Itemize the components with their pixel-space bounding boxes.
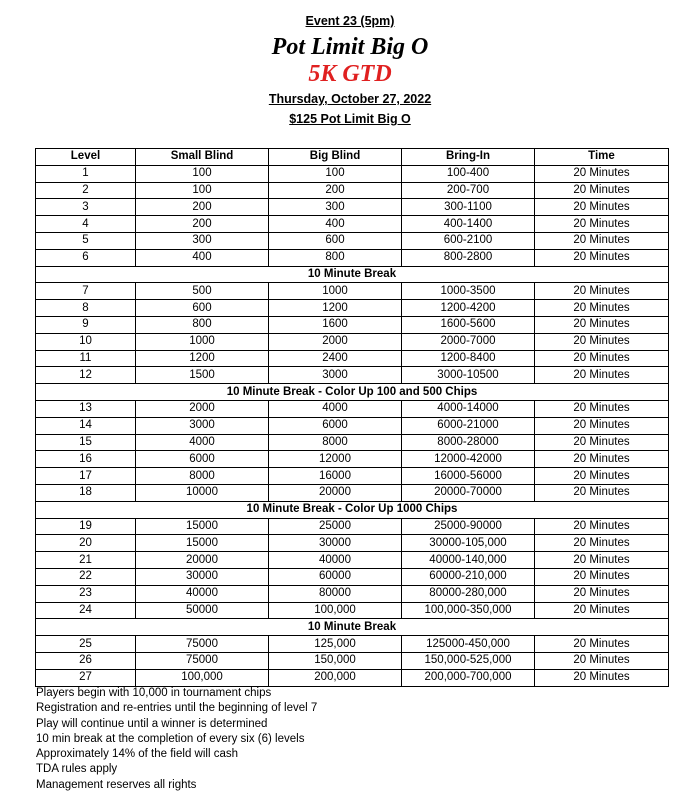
cell-big-blind: 30000 [269, 535, 402, 552]
cell-big-blind: 1600 [269, 316, 402, 333]
cell-time: 20 Minutes [535, 652, 669, 669]
cell-level: 17 [36, 468, 136, 485]
cell-level: 14 [36, 417, 136, 434]
cell-big-blind: 8000 [269, 434, 402, 451]
cell-small-blind: 30000 [136, 568, 269, 585]
cell-time: 20 Minutes [535, 216, 669, 233]
cell-bring-in: 800-2800 [402, 249, 535, 266]
note-line: TDA rules apply [36, 763, 118, 776]
cell-level: 8 [36, 300, 136, 317]
cell-big-blind: 150,000 [269, 652, 402, 669]
cell-small-blind: 100 [136, 182, 269, 199]
cell-small-blind: 1000 [136, 333, 269, 350]
break-row [36, 266, 669, 283]
cell-small-blind: 200 [136, 216, 269, 233]
table-row [36, 333, 669, 350]
cell-time: 20 Minutes [535, 400, 669, 417]
cell-big-blind: 2400 [269, 350, 402, 367]
event-date: Thursday, October 27, 2022 [268, 92, 432, 106]
cell-time: 20 Minutes [535, 518, 669, 535]
table-header-row [36, 149, 669, 166]
cell-big-blind: 20000 [269, 484, 402, 501]
cell-time: 20 Minutes [535, 568, 669, 585]
cell-bring-in: 60000-210,000 [402, 568, 535, 585]
table-row [36, 165, 669, 182]
column-header-big-blind: Big Blind [269, 149, 402, 166]
cell-small-blind: 8000 [136, 468, 269, 485]
cell-big-blind: 2000 [269, 333, 402, 350]
cell-time: 20 Minutes [535, 585, 669, 602]
cell-small-blind: 500 [136, 283, 269, 300]
cell-bring-in: 4000-14000 [402, 400, 535, 417]
table-row [36, 283, 669, 300]
cell-bring-in: 16000-56000 [402, 468, 535, 485]
cell-small-blind: 1500 [136, 367, 269, 384]
table-row [36, 350, 669, 367]
blind-structure-table [35, 148, 669, 687]
cell-small-blind: 15000 [136, 518, 269, 535]
cell-big-blind: 400 [269, 216, 402, 233]
cell-small-blind: 20000 [136, 552, 269, 569]
cell-level: 20 [36, 535, 136, 552]
table-row [36, 568, 669, 585]
cell-bring-in: 600-2100 [402, 232, 535, 249]
cell-level: 1 [36, 165, 136, 182]
note-line: Approximately 14% of the field will cash [36, 748, 238, 761]
cell-time: 20 Minutes [535, 451, 669, 468]
cell-bring-in: 400-1400 [402, 216, 535, 233]
cell-time: 20 Minutes [535, 417, 669, 434]
table-row [36, 232, 669, 249]
cell-bring-in: 1600-5600 [402, 316, 535, 333]
break-label: 10 Minute Break - Color Up 1000 Chips [36, 501, 669, 518]
cell-level: 27 [36, 669, 136, 686]
note-line: Players begin with 10,000 in tournament chips [36, 687, 272, 699]
cell-small-blind: 800 [136, 316, 269, 333]
column-header-level: Level [36, 149, 136, 166]
cell-time: 20 Minutes [535, 300, 669, 317]
cell-time: 20 Minutes [535, 636, 669, 653]
event-title: Event 23 (5pm) [305, 14, 395, 28]
table-row [36, 300, 669, 317]
break-row [36, 501, 669, 518]
cell-big-blind: 16000 [269, 468, 402, 485]
cell-small-blind: 75000 [136, 652, 269, 669]
cell-time: 20 Minutes [535, 602, 669, 619]
cell-level: 9 [36, 316, 136, 333]
cell-level: 16 [36, 451, 136, 468]
cell-small-blind: 40000 [136, 585, 269, 602]
table-row [36, 552, 669, 569]
cell-bring-in: 12000-42000 [402, 451, 535, 468]
cell-big-blind: 1200 [269, 300, 402, 317]
table-row [36, 199, 669, 216]
cell-level: 26 [36, 652, 136, 669]
game-title: Pot Limit Big O [271, 34, 429, 60]
cell-time: 20 Minutes [535, 669, 669, 686]
cell-bring-in: 100,000-350,000 [402, 602, 535, 619]
cell-level: 25 [36, 636, 136, 653]
cell-small-blind: 50000 [136, 602, 269, 619]
cell-time: 20 Minutes [535, 283, 669, 300]
cell-level: 22 [36, 568, 136, 585]
cell-level: 23 [36, 585, 136, 602]
cell-level: 24 [36, 602, 136, 619]
cell-time: 20 Minutes [535, 165, 669, 182]
cell-bring-in: 1200-8400 [402, 350, 535, 367]
break-row [36, 619, 669, 636]
cell-small-blind: 100,000 [136, 669, 269, 686]
cell-big-blind: 12000 [269, 451, 402, 468]
cell-bring-in: 300-1100 [402, 199, 535, 216]
cell-big-blind: 600 [269, 232, 402, 249]
cell-level: 10 [36, 333, 136, 350]
table-row [36, 636, 669, 653]
break-row [36, 384, 669, 401]
tournament-notes [36, 686, 317, 793]
cell-small-blind: 4000 [136, 434, 269, 451]
table-row [36, 367, 669, 384]
table-row [36, 602, 669, 619]
cell-time: 20 Minutes [535, 434, 669, 451]
cell-level: 12 [36, 367, 136, 384]
buyin-title: $125 Pot Limit Big O [289, 112, 411, 126]
cell-time: 20 Minutes [535, 199, 669, 216]
cell-time: 20 Minutes [535, 249, 669, 266]
table-row [36, 669, 669, 686]
cell-level: 15 [36, 434, 136, 451]
cell-small-blind: 300 [136, 232, 269, 249]
table-row [36, 434, 669, 451]
cell-bring-in: 8000-28000 [402, 434, 535, 451]
cell-bring-in: 125000-450,000 [402, 636, 535, 653]
cell-small-blind: 6000 [136, 451, 269, 468]
cell-bring-in: 30000-105,000 [402, 535, 535, 552]
cell-big-blind: 3000 [269, 367, 402, 384]
cell-big-blind: 300 [269, 199, 402, 216]
cell-small-blind: 200 [136, 199, 269, 216]
guarantee-title: 5K GTD [308, 61, 392, 87]
cell-small-blind: 2000 [136, 400, 269, 417]
cell-bring-in: 3000-10500 [402, 367, 535, 384]
table-row [36, 468, 669, 485]
note-line: Management reserves all rights [36, 778, 197, 791]
cell-bring-in: 80000-280,000 [402, 585, 535, 602]
cell-bring-in: 6000-21000 [402, 417, 535, 434]
cell-bring-in: 100-400 [402, 165, 535, 182]
break-label: 10 Minute Break [36, 266, 669, 283]
cell-bring-in: 1000-3500 [402, 283, 535, 300]
table-row [36, 585, 669, 602]
column-header-small-blind: Small Blind [136, 149, 269, 166]
note-line: 10 min break at the completion of every six (6) levels [36, 732, 305, 745]
cell-small-blind: 3000 [136, 417, 269, 434]
cell-level: 5 [36, 232, 136, 249]
cell-level: 6 [36, 249, 136, 266]
table-row [36, 182, 669, 199]
cell-time: 20 Minutes [535, 333, 669, 350]
cell-time: 20 Minutes [535, 367, 669, 384]
column-header-time: Time [535, 149, 669, 166]
table-row [36, 216, 669, 233]
table-row [36, 451, 669, 468]
table-body [36, 165, 669, 686]
cell-small-blind: 100 [136, 165, 269, 182]
cell-time: 20 Minutes [535, 316, 669, 333]
cell-time: 20 Minutes [535, 535, 669, 552]
cell-big-blind: 200 [269, 182, 402, 199]
cell-level: 18 [36, 484, 136, 501]
cell-small-blind: 1200 [136, 350, 269, 367]
note-line: Play will continue until a winner is determined [36, 717, 268, 730]
table-row [36, 484, 669, 501]
cell-big-blind: 800 [269, 249, 402, 266]
cell-big-blind: 4000 [269, 400, 402, 417]
cell-bring-in: 1200-4200 [402, 300, 535, 317]
cell-level: 3 [36, 199, 136, 216]
cell-time: 20 Minutes [535, 468, 669, 485]
cell-level: 13 [36, 400, 136, 417]
cell-big-blind: 6000 [269, 417, 402, 434]
table-row [36, 518, 669, 535]
cell-big-blind: 100 [269, 165, 402, 182]
cell-level: 7 [36, 283, 136, 300]
cell-big-blind: 25000 [269, 518, 402, 535]
cell-big-blind: 100,000 [269, 602, 402, 619]
cell-level: 2 [36, 182, 136, 199]
cell-big-blind: 80000 [269, 585, 402, 602]
cell-big-blind: 60000 [269, 568, 402, 585]
cell-bring-in: 150,000-525,000 [402, 652, 535, 669]
table-row [36, 417, 669, 434]
cell-bring-in: 20000-70000 [402, 484, 535, 501]
column-header-bring-in: Bring-In [402, 149, 535, 166]
cell-time: 20 Minutes [535, 484, 669, 501]
cell-time: 20 Minutes [535, 232, 669, 249]
cell-time: 20 Minutes [535, 350, 669, 367]
cell-small-blind: 15000 [136, 535, 269, 552]
table-row [36, 400, 669, 417]
cell-bring-in: 200,000-700,000 [402, 669, 535, 686]
cell-big-blind: 40000 [269, 552, 402, 569]
cell-level: 19 [36, 518, 136, 535]
cell-bring-in: 40000-140,000 [402, 552, 535, 569]
cell-level: 4 [36, 216, 136, 233]
table-row [36, 316, 669, 333]
cell-small-blind: 600 [136, 300, 269, 317]
cell-big-blind: 1000 [269, 283, 402, 300]
cell-level: 11 [36, 350, 136, 367]
table-row [36, 249, 669, 266]
cell-time: 20 Minutes [535, 552, 669, 569]
table-row [36, 535, 669, 552]
cell-bring-in: 200-700 [402, 182, 535, 199]
cell-big-blind: 200,000 [269, 669, 402, 686]
note-line: Registration and re-entries until the beginning of level 7 [36, 702, 318, 715]
cell-big-blind: 125,000 [269, 636, 402, 653]
cell-small-blind: 10000 [136, 484, 269, 501]
break-label: 10 Minute Break [36, 619, 669, 636]
break-label: 10 Minute Break - Color Up 100 and 500 Chips [36, 384, 669, 401]
table-row [36, 652, 669, 669]
cell-small-blind: 400 [136, 249, 269, 266]
cell-small-blind: 75000 [136, 636, 269, 653]
cell-bring-in: 25000-90000 [402, 518, 535, 535]
cell-time: 20 Minutes [535, 182, 669, 199]
cell-bring-in: 2000-7000 [402, 333, 535, 350]
cell-level: 21 [36, 552, 136, 569]
